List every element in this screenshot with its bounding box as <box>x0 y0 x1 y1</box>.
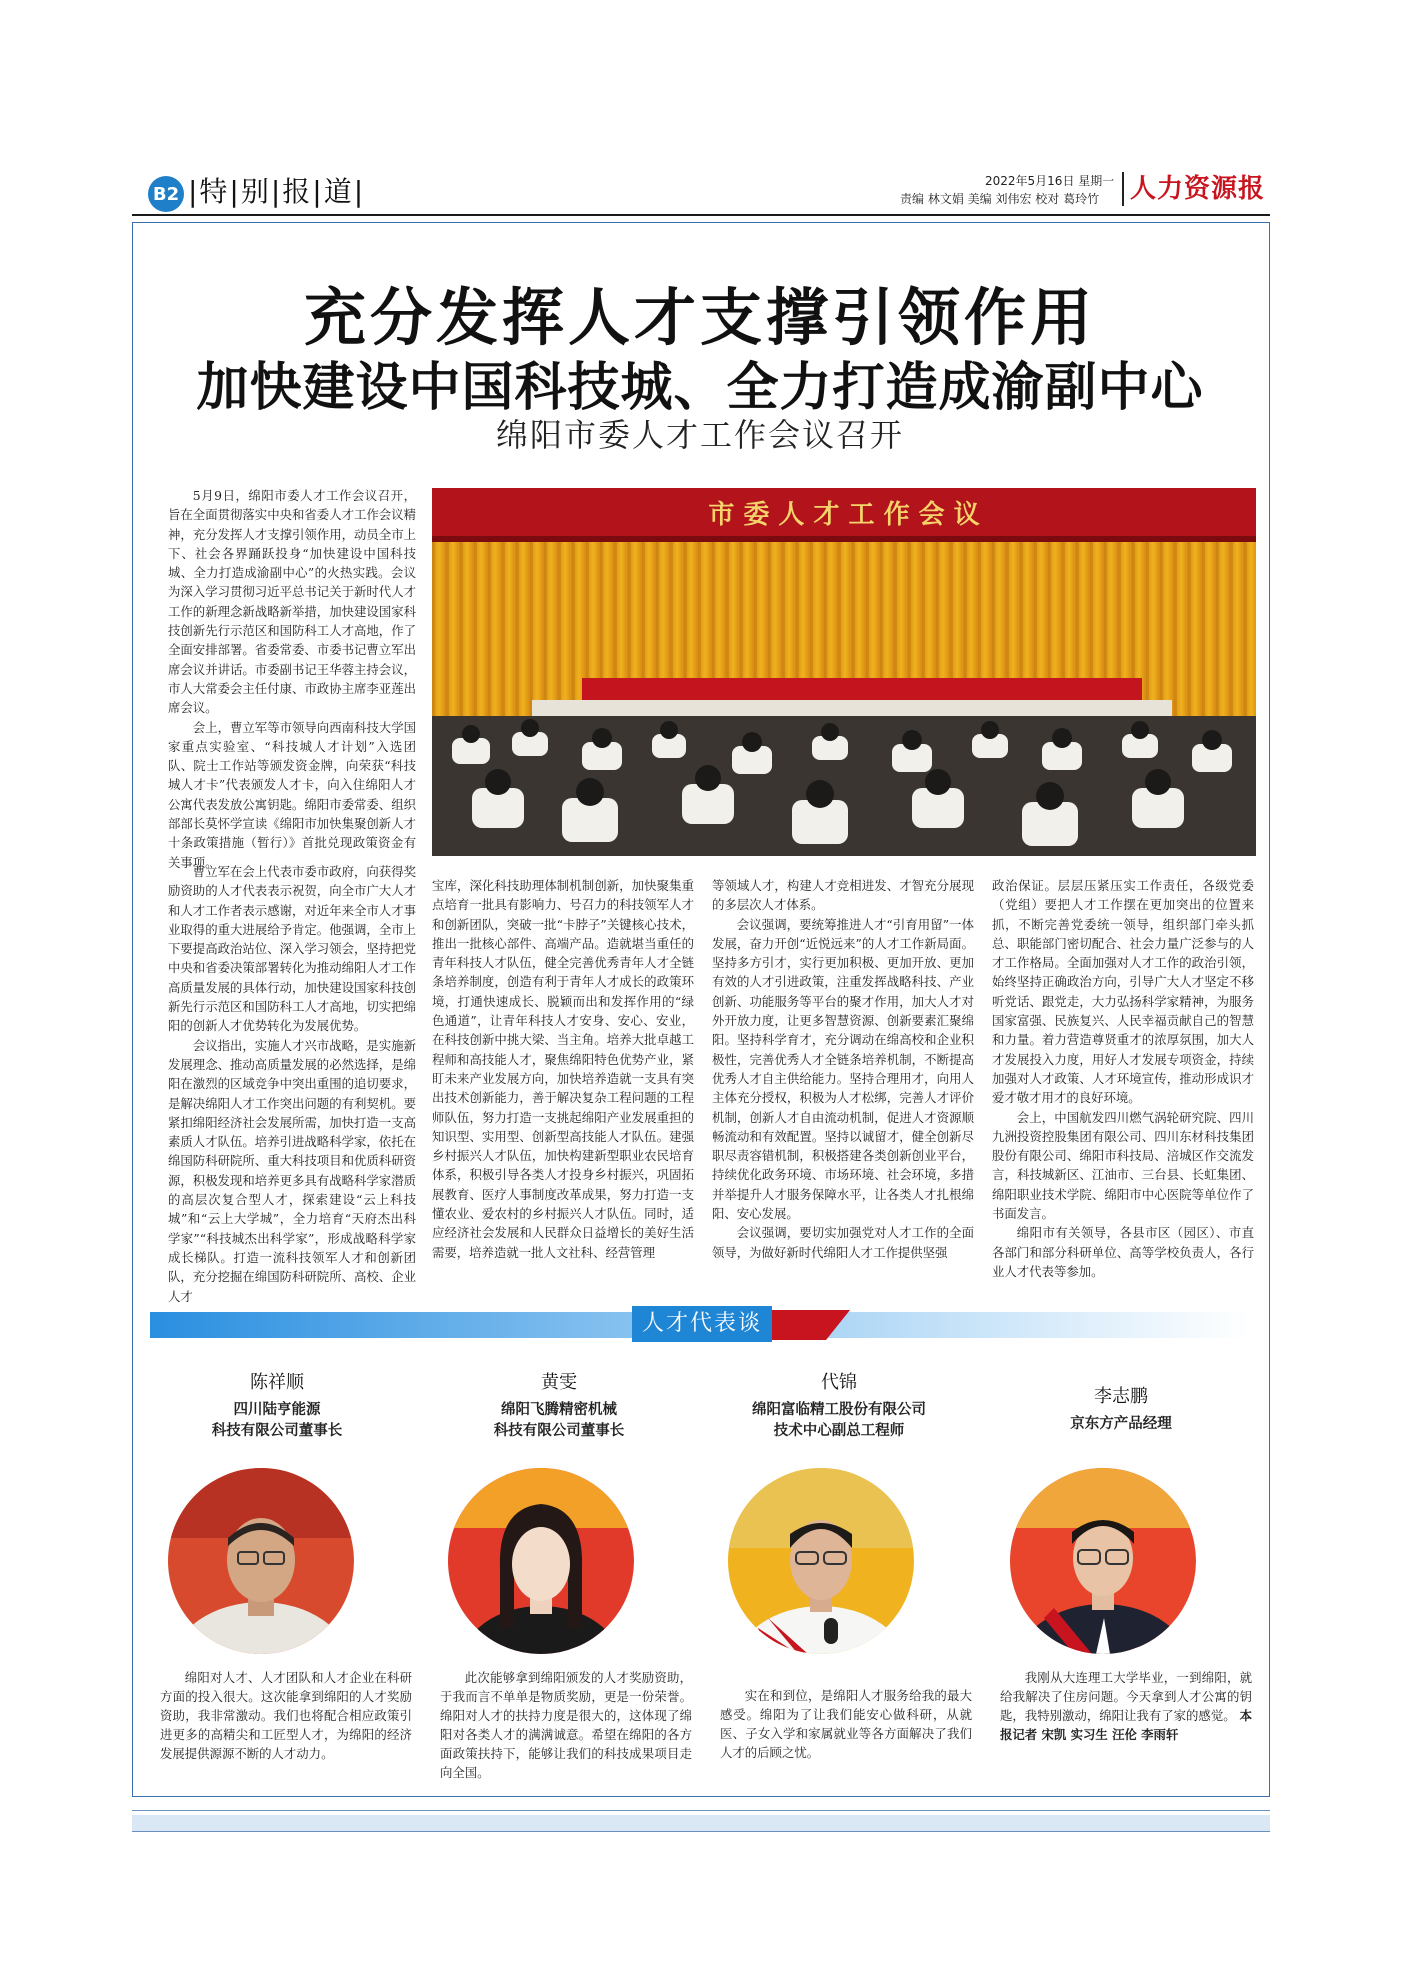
paragraph: 会议强调，要统筹推进人才“引育用留”一体发展，奋力开创“近悦远来”的人才工作新局面。坚持多方引才，实行更加积极、更加开放、更加有效的人才引进政策，注重发挥战略科技、产业创新、功能服务等平台的聚才作用，加大人才对外开放力度，让更多智慧资源、创新要素汇聚绵阳。坚持科学育才，充分调动在绵高校和企业积极性，完善优秀人才全链条培养机制，不断提高优秀人才自主供给能力。坚持合理用才，向用人主体充分授权，积极为人才松绑，完善人才评价机制，创新人才自由流动机制，促进人才资源顺畅流动和有效配置。坚持以诚留才，健全创新尽职尽责容错机制，积极搭建各类创新创业平台，持续优化政务环境、市场环境、社会环境，多措并举提升人才服务保障水平，让各类人才扎根绵阳、安心发展。 <box>712 916 974 1222</box>
person-card <box>434 1368 684 1442</box>
person-title: 技术中心副总工程师 <box>773 1423 905 1439</box>
header-divider <box>1122 172 1124 206</box>
headline: 充分发挥人才支撑引领作用 <box>303 281 1096 354</box>
person-quote: 绵阳对人才、人才团队和人才企业在科研方面的投入很大。这次能拿到绵阳的人才奖励资助，我非常激动。我们也将配合相应政策引进更多的高精尖和工匠型人才，为绵阳的经济发展提供源源不断的人才动力。 <box>160 1670 412 1761</box>
person-name: 代锦 <box>821 1372 857 1393</box>
reporter-byline: 本报记者 宋凯 实习生 汪伦 李雨轩 <box>1000 1708 1252 1742</box>
editor-credits: 责编 林文娟 美编 刘伟宏 校对 葛玲竹 <box>900 192 1100 206</box>
newspaper-logo: 人力资源报 <box>1130 174 1266 204</box>
paragraph: 5月9日，绵阳市委人才工作会议召开，旨在全面贯彻落实中央和省委人才工作会议精神，充分发挥人才支撑引领作用，动员全市上下、社会各界踊跃投身“加快建设中国科技城、全力打造成渝副中心”的火热实践。会议为深入学习贯彻习近平总书记关于新时代人才工作的新理念新战略新举措，加快建设国家科技创新先行示范区和国防科工人才高地，作了全面安排部署。省委常委、市委书记曹立军出席会议并讲话。市委副书记王华蓉主持会议，市人大常委会主任付康、市政协主席李亚莲出席会议。 <box>168 488 416 716</box>
paragraph: 会上，曹立军等市领导向西南科技大学国家重点实验室、“科技城人才计划”入选团队、院士工作站等颁发资金牌，向荣获“科技城人才卡”代表颁发人才卡，向入住绵阳人才公寓代表发放公寓钥匙。绵阳市委常委、组织部部长莫怀学宣读《绵阳市加快集聚创新人才十条政策措施（暂行）》首批兑现政策资金有关事项。 <box>168 719 416 870</box>
paragraph: 曹立军在会上代表市委市政府，向获得奖励资助的人才代表表示祝贺，向全市广大人才和人才工作者表示感谢，对近年来全市人才事业取得的重大进展给予肯定。他强调，全市上下要提高政治站位、深入学习领会，坚持把党中央和省委决策部署转化为推动绵阳人才工作高质量发展的具体行动，加快建设国家科技创新先行示范区和国防科工人才高地，切实把绵阳的创新人才优势转化为发展优势。 <box>168 864 416 1034</box>
talk-section-label: 人才代表谈 <box>632 1306 772 1342</box>
avatar <box>448 1468 634 1654</box>
avatar <box>168 1468 354 1654</box>
header-rule <box>132 214 1270 216</box>
person-quote: 实在和到位，是绵阳人才服务给我的最大感受。绵阳为了让我们能安心做科研，从就医、子女入学和家属就业等各方面解决了我们人才的后顾之忧。 <box>720 1688 972 1760</box>
person-org: 四川陆亨能源 <box>233 1402 321 1418</box>
article-column-2 <box>432 876 694 1262</box>
avatar <box>728 1468 914 1654</box>
person-card <box>152 1368 402 1442</box>
paragraph: 宝库，深化科技助理体制机制创新，加快聚集重点培育一批具有影响力、号召力的科技领军人才和创新团队，突破一批“卡脖子”关键核心技术，推出一批核心部件、高端产品。造就堪当重任的青年科技人才队伍，健全完善优秀青年人才全链条培养制度，创造有利于青年人才成长的政策环境，打通快速成长、脱颖而出和发挥作用的“绿色通道”，让青年科技人才安身、安心、安业，在科技创新中挑大梁、当主角。培养大批卓越工程师和高技能人才，聚焦绵阳特色优势产业，紧盯未来产业发展方向，加快培养造就一支具有突出技术创新能力，善于解决复杂工程问题的工程师队伍，努力打造一支挑起绵阳产业发展重担的知识型、实用型、创新型高技能人才队伍。建强乡村振兴人才队伍，加快构建新型职业农民培育体系，积极引导各类人才投身乡村振兴，巩固拓展教育、医疗人事制度改革成果，努力打造一支懂农业、爱农村的乡村振兴人才队伍。同时，适应经济社会发展和人民群众日益增长的美好生活需要，培养造就一批人文社科、经营管理 <box>432 878 694 1260</box>
person-quote: 我刚从大连理工大学毕业，一到绵阳，就给我解决了住房问题。今天拿到人才公寓的钥匙，我特别激动，绵阳让我有了家的感觉。 <box>1000 1670 1252 1723</box>
person-card <box>714 1368 964 1442</box>
avatar <box>1010 1468 1196 1654</box>
paragraph: 政治保证。层层压紧压实工作责任，各级党委（党组）要把人才工作摆在更加突出的位置来抓，不断完善党委统一领导，组织部门牵头抓总、职能部门密切配合、社会力量广泛参与的人才工作格局。全面加强对人才工作的政治引领，始终坚持正确政治方向，引导广大人才坚定不移听党话、跟党走，大力弘扬科学家精神，为服务国家富强、民族复兴、人民幸福贡献自己的智慧和力量。着力营造尊贤重才的浓厚氛围，加大人才发展投入力度，用好人才发展专项资金，持续加强对人才政策、人才环境宣传，推动形成识才爱才敬才用才的良好环境。 <box>992 878 1254 1106</box>
person-quote-with-byline <box>1000 1668 1252 1744</box>
paragraph: 会议指出，实施人才兴市战略，是实施新发展理念、推动高质量发展的必然选择，是绵阳在激烈的区域竞争中突出重围的追切要求，是解决绵阳人才工作突出问题的有利契机。要紧扣绵阳经济社会发展所需，加快打造一支高素质人才队伍。培养引进战略科学家，依托在绵国防科研院所、重大科技项目和优质科研资源，积极发现和培养更多具有战略科学家潜质的高层次复合型人才，探索建设“云上科技城”和“云上大学城”，全力培育“天府杰出科学家”“科技城杰出科学家”，形成战略科学家成长梯队。打造一流科技领军人才和创新团队，充分挖掘在绵国防科研院所、高校、企业人才 <box>168 1037 416 1304</box>
person-org: 绵阳飞腾精密机械 <box>501 1402 617 1418</box>
meeting-photo <box>432 488 1256 856</box>
paragraph: 会上，中国航发四川燃气涡轮研究院、四川九洲投资控股集团有限公司、四川东材科技集团股份有限公司、绵阳市科技局、涪城区作交流发言，科技城新区、江油市、三台县、长虹集团、绵阳职业技术学院、绵阳市中心医院等单位作了书面发言。 <box>992 1109 1254 1222</box>
subheadline: 绵阳市委人才工作会议召开 <box>495 416 904 454</box>
article-column-3 <box>712 876 974 1262</box>
article-column-intro <box>168 486 416 872</box>
person-org: 绵阳富临精工股份有限公司 <box>752 1402 926 1418</box>
issue-date: 2022年5月16日 星期一 <box>985 174 1115 188</box>
article-column-1 <box>168 862 416 1306</box>
page-badge: B2 <box>148 176 184 212</box>
paragraph: 等领域人才，构建人才竞相进发、才智充分展现的多层次人才体系。 <box>712 878 974 913</box>
person-name: 黄雯 <box>541 1372 577 1393</box>
person-card <box>996 1382 1246 1435</box>
person-title: 科技有限公司董事长 <box>211 1423 343 1439</box>
headline-line2: 加快建设中国科技城、全力打造成渝副中心 <box>196 358 1204 418</box>
person-quote: 此次能够拿到绵阳颁发的人才奖励资助，于我而言不单单是物质奖励，更是一份荣誉。绵阳对人才的扶持力度是很大的，这体现了绵阳对各类人才的满满诚意。希望在绵阳的各方面政策扶持下，能够让我们的科技成果项目走向全国。 <box>440 1670 692 1780</box>
article-column-4 <box>992 876 1254 1281</box>
person-title: 京东方产品经理 <box>1070 1416 1172 1432</box>
paragraph: 会议强调，要切实加强党对人才工作的全面领导，为做好新时代绵阳人才工作提供坚强 <box>712 1225 974 1260</box>
person-name: 李志鹏 <box>1094 1386 1148 1407</box>
footer-rule <box>132 1810 1270 1811</box>
person-title: 科技有限公司董事长 <box>493 1423 625 1439</box>
footer-strip <box>132 1815 1270 1832</box>
person-name: 陈祥顺 <box>250 1372 304 1393</box>
section-name: |特|别|报|道| <box>188 175 366 208</box>
paragraph: 绵阳市有关领导，各县市区（园区）、市直各部门和部分科研单位、高等学校负责人，各行业人才代表等参加。 <box>992 1225 1254 1279</box>
photo-banner: 市 委 人 才 工 作 会 议 <box>708 500 980 530</box>
